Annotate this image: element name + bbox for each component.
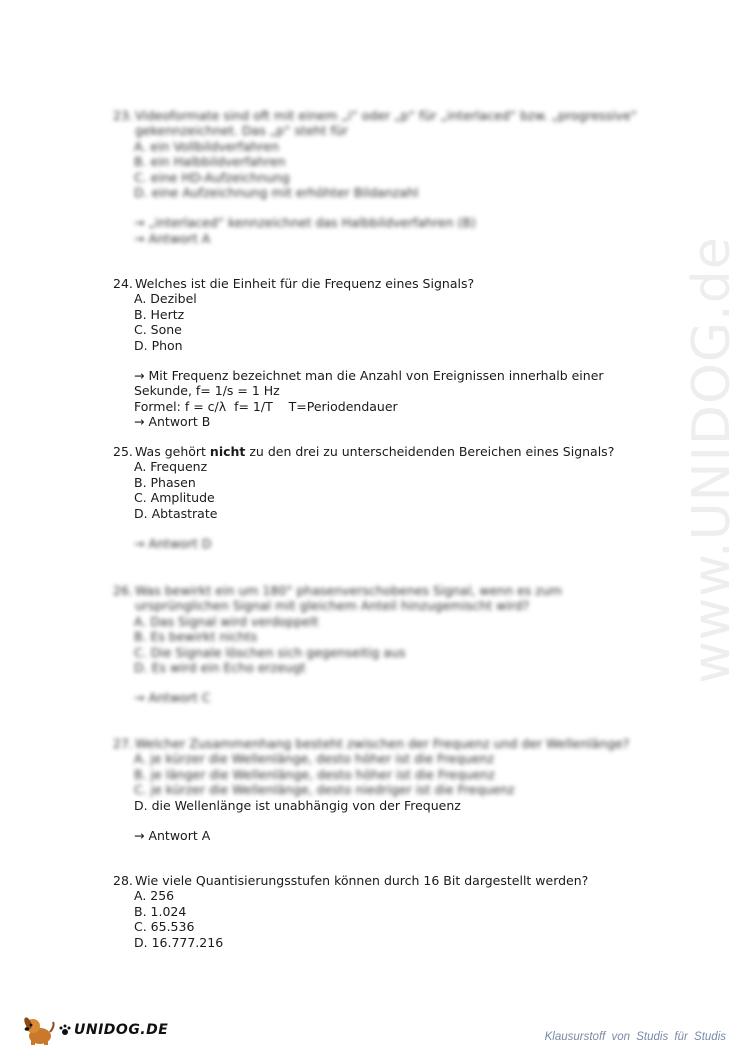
watermark: www.UNIDOG.de <box>682 236 742 684</box>
explanation-line: Sekunde, f= 1/s = 1 Hz <box>134 383 280 399</box>
question-number: 23. <box>113 108 133 123</box>
question-text-line: Videoformate sind oft mit einem „i“ oder „p“ für „interlaced“ bzw. „progressive“ <box>135 108 638 123</box>
question-27 <box>113 736 629 843</box>
question-23 <box>113 108 637 246</box>
footer-tagline: Klausurstoff von Studis für Studis <box>544 1031 726 1043</box>
option: C. 65.536 <box>134 919 195 935</box>
answer-line: → Antwort A <box>134 828 211 844</box>
formula-line: Formel: f = c/λ f= 1/T T=Periodendauer <box>134 398 398 414</box>
question-text: Welcher Zusammenhang besteht zwischen der Frequenz und der Wellenlänge? <box>135 736 630 751</box>
explanation-line: → Mit Frequenz bezeichnet man die Anzahl von Ereignissen innerhalb einer <box>134 368 604 384</box>
question-text: Was gehört nicht zu den drei zu unterscheidenden Bereichen eines Signals? <box>135 444 615 459</box>
option: D. die Wellenlänge ist unabhängig von der Frequenz <box>134 797 461 813</box>
unidog-logo[interactable] <box>22 1014 168 1046</box>
question-number: 27. <box>113 736 133 751</box>
option: B. Es bewirkt nichts <box>134 629 258 645</box>
question-text-line: gekennzeichnet. Das „p“ steht für <box>135 123 348 139</box>
answer-line: → Antwort C <box>134 690 211 706</box>
question-26 <box>113 583 562 706</box>
question-text: Welches ist die Einheit für die Frequenz eines Signals? <box>135 276 475 291</box>
question-24 <box>113 276 604 430</box>
option: D. Es wird ein Echo erzeugt <box>134 660 306 676</box>
option: C. je kürzer die Wellenlänge, desto niedriger ist die Frequenz <box>134 782 515 798</box>
question-number: 25. <box>113 444 133 459</box>
option: D. Phon <box>134 337 183 353</box>
option: C. Die Signale löschen sich gegenseitig aus <box>134 644 406 660</box>
option: B. je länger die Wellenlänge, desto höher ist die Frequenz <box>134 766 495 782</box>
emphasis-nicht: nicht <box>209 444 246 459</box>
option: B. Phasen <box>134 474 196 490</box>
explanation-line: → „interlaced“ kennzeichnet das Halbbildverfahren (B) <box>134 215 476 231</box>
paw-icon <box>58 1023 72 1037</box>
question-25 <box>113 444 614 551</box>
option: B. 1.024 <box>134 903 187 919</box>
question-28 <box>113 873 588 950</box>
option: A. Frequenz <box>134 459 208 475</box>
dog-icon <box>22 1014 56 1046</box>
question-number: 28. <box>113 873 133 888</box>
option: C. eine HD-Aufzeichnung <box>134 169 290 185</box>
option: C. Amplitude <box>134 490 215 506</box>
option: D. eine Aufzeichnung mit erhöhter Bildanzahl <box>134 185 419 201</box>
option: A. Dezibel <box>134 291 197 307</box>
answer-line: → Antwort B <box>134 414 211 430</box>
option: D. Abtastrate <box>134 505 218 521</box>
question-text-line: Was bewirkt ein um 180° phasenverschobenes Signal, wenn es zum <box>135 583 562 598</box>
option: C. Sone <box>134 322 182 338</box>
option: A. Das Signal wird verdoppelt <box>134 613 319 629</box>
question-number: 24. <box>113 276 133 291</box>
answer-line: → Antwort A <box>134 230 211 246</box>
option: D. 16.777.216 <box>134 934 224 950</box>
option: A. 256 <box>134 888 175 904</box>
option: A. ein Vollbildverfahren <box>134 138 280 154</box>
question-text: Wie viele Quantisierungsstufen können durch 16 Bit dargestellt werden? <box>135 873 589 888</box>
option: B. ein Halbbildverfahren <box>134 154 286 170</box>
logo-text: UNIDOG.DE <box>74 1022 169 1038</box>
option: B. Hertz <box>134 306 185 322</box>
option: A. je kürzer die Wellenlänge, desto höher ist die Frequenz <box>134 751 495 767</box>
answer-line: → Antwort D <box>134 536 212 552</box>
question-text-line: ursprünglichen Signal mit gleichem Anteil hinzugemischt wird? <box>135 598 530 614</box>
question-number: 26. <box>113 583 133 598</box>
